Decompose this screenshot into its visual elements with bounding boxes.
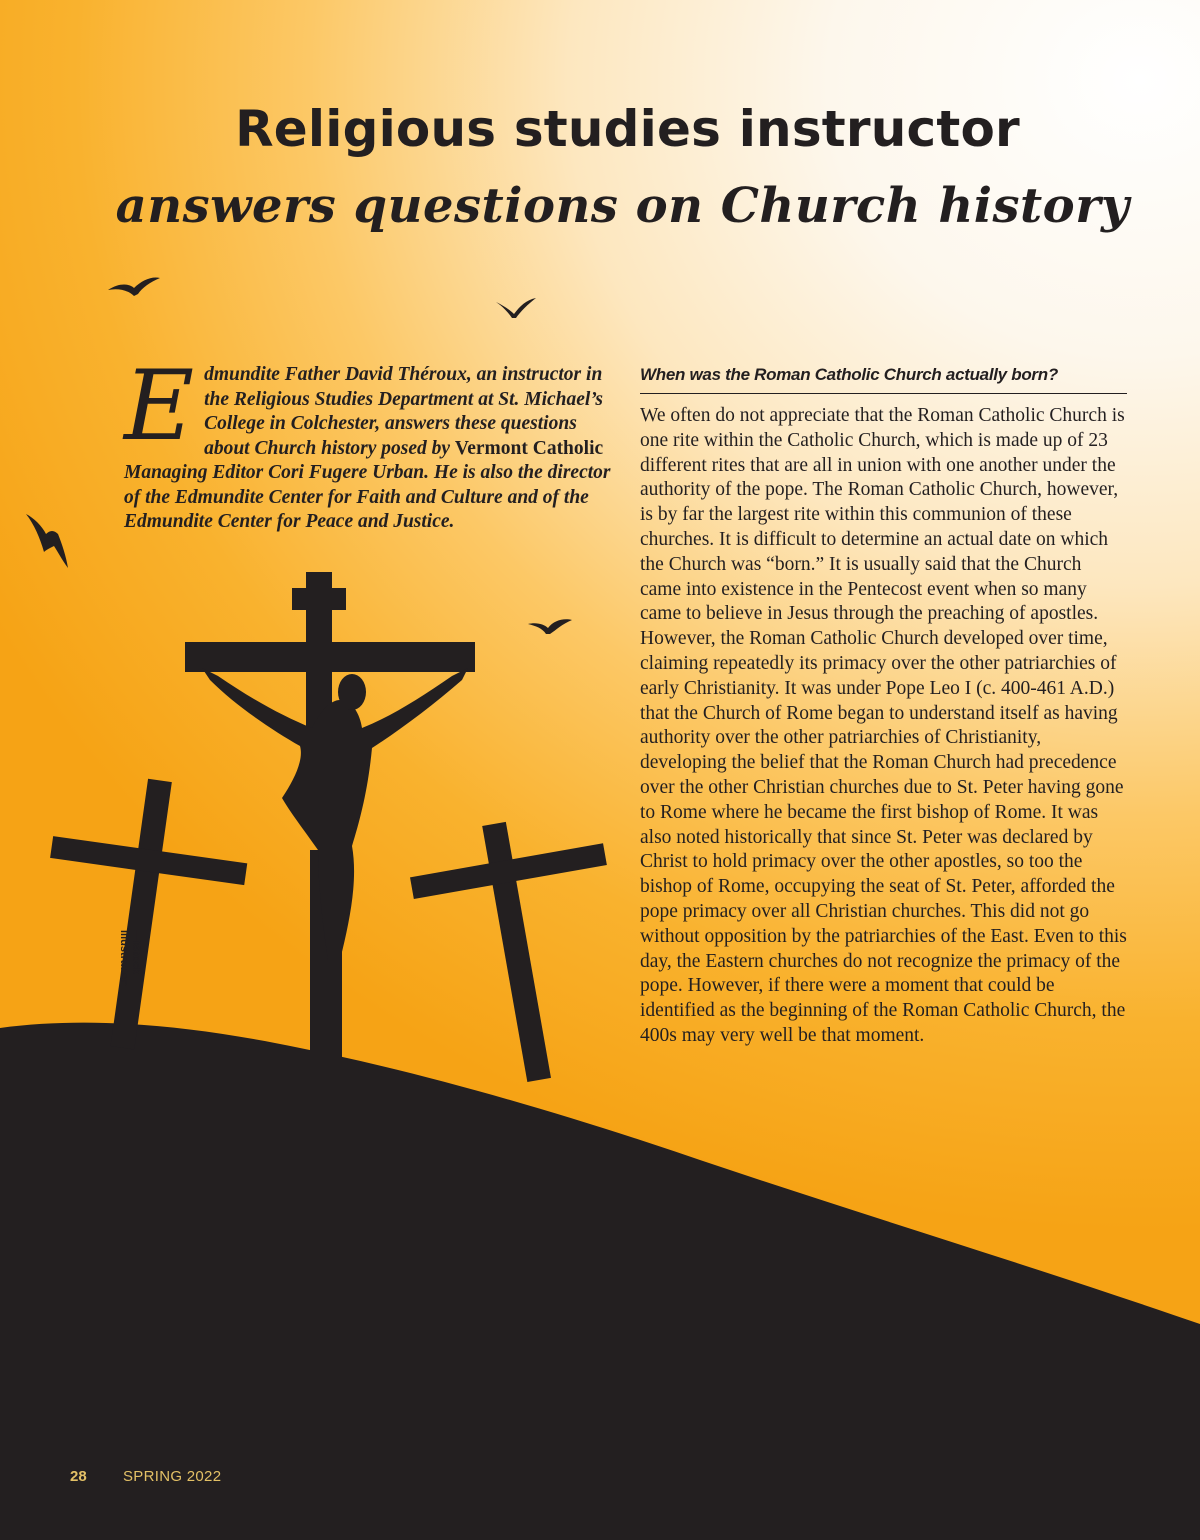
page-number: 28 [70, 1468, 87, 1485]
article-title: Religious studies instructor [235, 100, 1020, 158]
crucified-figure [202, 668, 468, 960]
hill-silhouette [0, 1023, 1200, 1540]
question-heading: When was the Roman Catholic Church actually born? [640, 365, 1127, 394]
issue-label: SPRING 2022 [123, 1468, 222, 1485]
answer-text: We often do not appreciate that the Roman Catholic Church is one rite within the Catholic Church, which is made up of 23 different rites that are all in union with one another under the authority of the pope. The Roman Catholic Church, however, is by far the largest rite within this communion of these churches. It is difficult to determine an actual date on which the Church was “born.” It is usually said that the Church came into existence in the Pentecost event when so many came to believe in Jesus through the preaching of apostles. However, the Roman Catholic Church developed over time, claiming repeatedly its primacy over the other patriarchies of early Christianity. It was under Pope Leo I (c. 400-461 A.D.) that the Church of Rome began to understand itself as having authority over the other patriarchies of Christianity, developing the belief that the Roman Church had precedence over the other Christian churches due to St. Peter having gone to Rome where he became the first bishop of Rome. It was also noted historically that since St. Peter was declared by Christ to hold primacy over the other apostles, so too the bishop of Rome, occupying the seat of St. Peter, afforded the pope primacy over all Christian churches. This did not go without opposition by the patriarchies of the East. Even to this day, the Eastern churches do not recognize the primacy of the pope. However, if there were a moment that could be identified as the beginning of the Roman Catholic Church, the 400s may very well be that moment. [640, 405, 1127, 1046]
bird-1 [108, 277, 160, 296]
right-cross [403, 806, 641, 1096]
publication-name: Vermont Catholic [454, 437, 604, 459]
bird-3 [26, 514, 68, 568]
bird-4 [528, 619, 572, 634]
intro-text-part1: dmundite Father David Théroux, an instructor in the Religious Studies Department at St. Michael’s College in Colchester, answers these questions about Church history posed by [204, 364, 603, 459]
drop-cap: E [124, 350, 195, 462]
illustration-credit: —iStock illustration [118, 930, 142, 987]
intro-text-part2: Managing Editor Cori Fugere Urban. He is also the director of the Edmundite Center for Faith and Culture and of the Edmundite Center for Peace and Justice. [124, 462, 611, 532]
article-subtitle: answers questions on Church history [115, 178, 1130, 234]
bird-2 [496, 298, 536, 318]
intro-paragraph [124, 350, 614, 535]
